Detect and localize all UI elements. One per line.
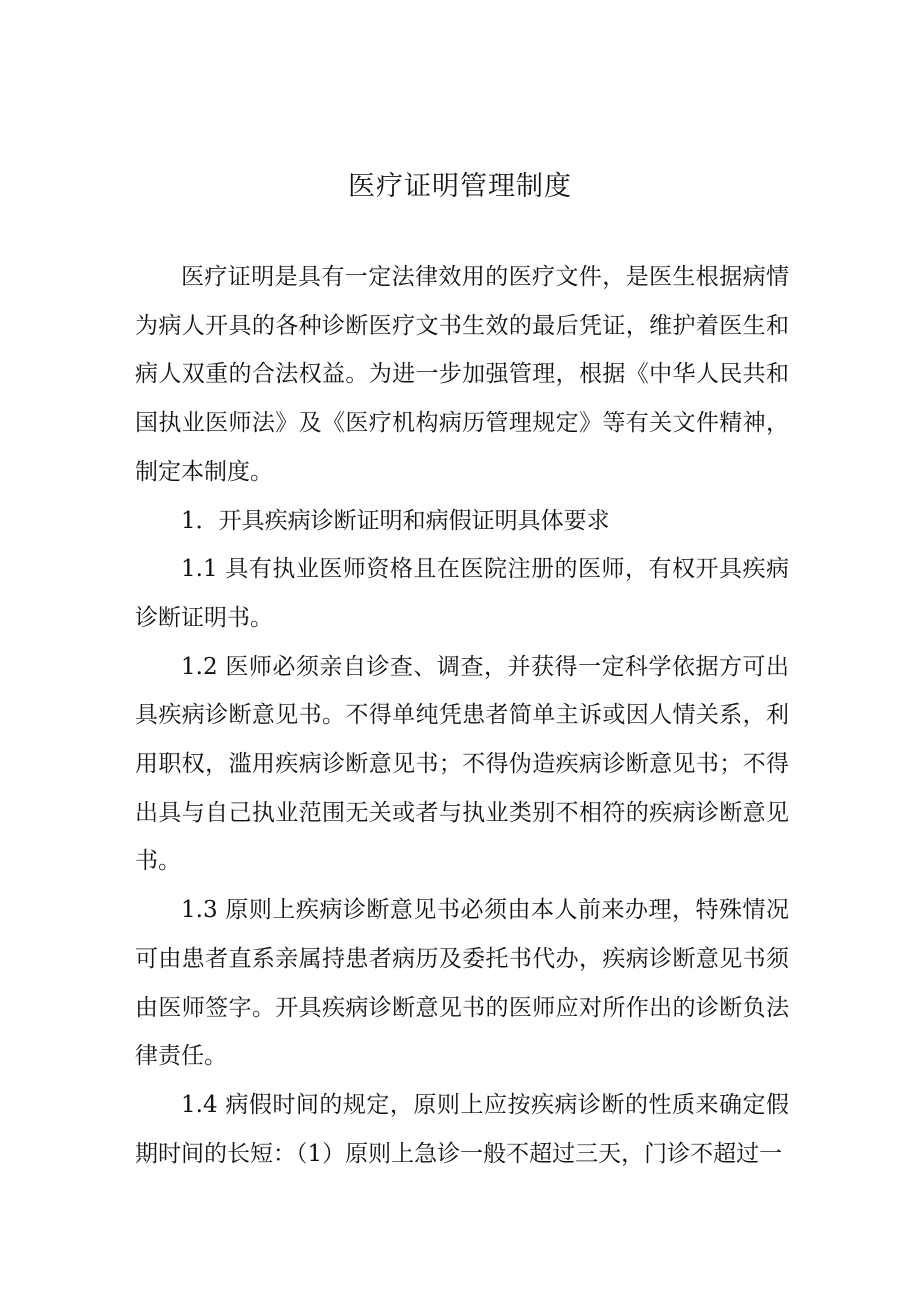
- paragraph-1-4: 1.4 病假时间的规定，原则上应按疾病诊断的性质来确定假期时间的长短：（1）原则上急诊一般不超过三天，门诊不超过一: [135, 1091, 789, 1167]
- paragraph-1-1: 1.1 具有执业医师资格且在医院注册的医师，有权开具疾病诊断证明书。: [135, 556, 789, 631]
- paragraph-intro: 医疗证明是具有一定法律效用的医疗文件，是医生根据病情为病人开具的各种诊断医疗文书生效的最后凭证，维护着医生和病人双重的合法权益。为进一步加强管理，根据《中华人民共和国执业医师法》及《医疗机构病历管理规定》等有关文件精神，制定本制度。: [135, 264, 789, 485]
- section-heading-1: 1．开具疾病诊断证明和病假证明具体要求: [181, 507, 610, 534]
- document-title: 医疗证明管理制度: [348, 171, 572, 202]
- paragraph-1-3: 1.3 原则上疾病诊断意见书必须由本人前来办理，特殊情况可由患者直系亲属持患者病历及委托书代办，疾病诊断意见书须由医师签字。开具疾病诊断意见书的医师应对所作出的诊断负法律责任。: [135, 897, 789, 1070]
- document-body: [135, 253, 789, 1178]
- paragraph-1-2: 1.2 医师必须亲自诊查、调查，并获得一定科学依据方可出具疾病诊断意见书。不得单纯凭患者简单主诉或因人情关系，利用职权，滥用疾病诊断意见书；不得伪造疾病诊断意见书；不得出具与自己执业范围无关或者与执业类别不相符的疾病诊断意见书。: [135, 653, 789, 875]
